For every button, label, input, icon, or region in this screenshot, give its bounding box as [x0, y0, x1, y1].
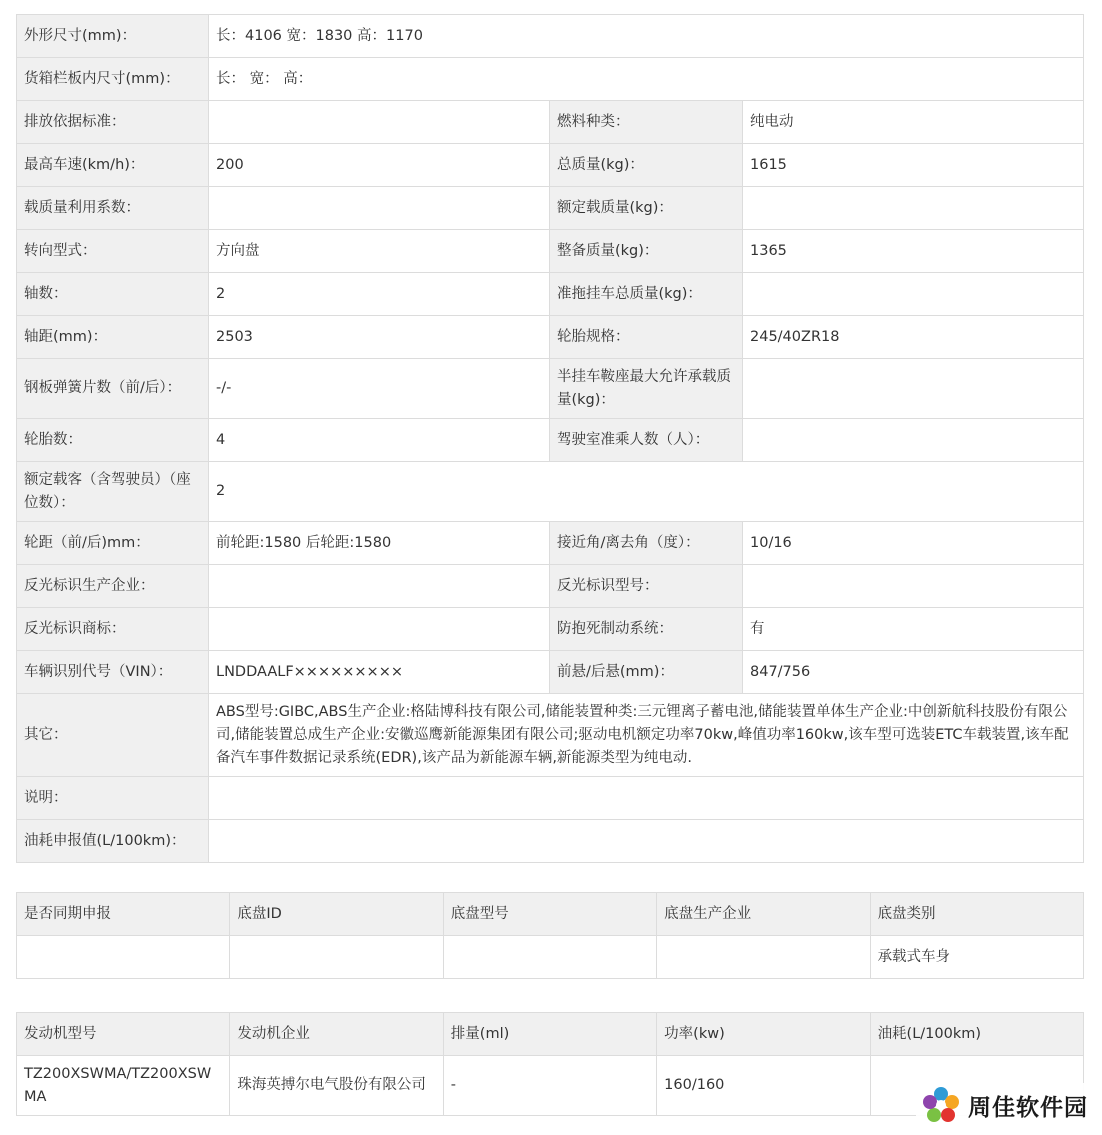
speed-label: 最高车速(km/h)：: [17, 144, 209, 187]
engine-displacement-cell: -: [443, 1056, 656, 1116]
vehicle-spec-table: [16, 14, 1084, 863]
spring-value: -/-: [209, 359, 550, 419]
spec-row-reflector: [17, 565, 1084, 608]
spec-row-emission: [17, 101, 1084, 144]
spec-row-load: [17, 187, 1084, 230]
abs-value: 有: [743, 608, 1084, 651]
chassis-header-model: 底盘型号: [443, 893, 656, 936]
chassis-header-maker: 底盘生产企业: [657, 893, 870, 936]
refl-mfr-value: [209, 565, 550, 608]
refl-brand-label: 反光标识商标：: [17, 608, 209, 651]
overhang-value: 847/756: [743, 651, 1084, 694]
fuel-cons-label: 油耗申报值(L/100km)：: [17, 820, 209, 863]
spec-row-wheelbase: [17, 316, 1084, 359]
spec-row-vin: [17, 651, 1084, 694]
emission-value: [209, 101, 550, 144]
total-mass-label: 总质量(kg)：: [550, 144, 743, 187]
engine-header-maker: 发动机企业: [230, 1013, 443, 1056]
trailer-label: 准拖挂车总质量(kg)：: [550, 273, 743, 316]
watermark-text: 周佳软件园: [968, 1094, 1088, 1121]
watermark-logo: [916, 1083, 1092, 1127]
chassis-header-type: 底盘类别: [870, 893, 1083, 936]
chassis-header-sync: 是否同期申报: [17, 893, 230, 936]
trailer-value: [743, 273, 1084, 316]
axles-value: 2: [209, 273, 550, 316]
steering-value: 方向盘: [209, 230, 550, 273]
rated-load-value: [743, 187, 1084, 230]
angle-value: 10/16: [743, 522, 1084, 565]
spec-row-speed: [17, 144, 1084, 187]
spec-row-track: [17, 522, 1084, 565]
tires-label: 轮胎数：: [17, 419, 209, 462]
chassis-type-cell: 承载式车身: [870, 936, 1083, 979]
spec-row-axles: [17, 273, 1084, 316]
curb-label: 整备质量(kg)：: [550, 230, 743, 273]
semi-label: 半挂车鞍座最大允许承载质量(kg)：: [550, 359, 743, 419]
steering-label: 转向型式：: [17, 230, 209, 273]
spec-row-spring: [17, 359, 1084, 419]
chassis-table: [16, 892, 1084, 979]
vin-value: LNDDAALF×××××××××: [209, 651, 550, 694]
engine-header-fuel: 油耗(L/100km): [870, 1013, 1083, 1056]
engine-header-power: 功率(kw): [657, 1013, 870, 1056]
load-coef-value: [209, 187, 550, 230]
tires-value: 4: [209, 419, 550, 462]
chassis-id-cell: [230, 936, 443, 979]
spring-label: 钢板弹簧片数（前/后）：: [17, 359, 209, 419]
engine-maker-cell: 珠海英搏尔电气股份有限公司: [230, 1056, 443, 1116]
load-coef-label: 载质量利用系数：: [17, 187, 209, 230]
refl-mfr-label: 反光标识生产企业：: [17, 565, 209, 608]
spec-row-note: [17, 777, 1084, 820]
engine-model-cell: TZ200XSWMA/TZ200XSWMA: [17, 1056, 230, 1116]
chassis-sync-cell: [17, 936, 230, 979]
track-label: 轮距（前/后)mm：: [17, 522, 209, 565]
tire-spec-label: 轮胎规格：: [550, 316, 743, 359]
total-mass-value: 1615: [743, 144, 1084, 187]
engine-header-row: [17, 1013, 1084, 1056]
wheelbase-label: 轴距(mm)：: [17, 316, 209, 359]
spec-row-dims: [17, 15, 1084, 58]
fuel-cons-value: [209, 820, 1084, 863]
cab-value: [743, 419, 1084, 462]
engine-header-displacement: 排量(ml): [443, 1013, 656, 1056]
cab-label: 驾驶室准乘人数（人）：: [550, 419, 743, 462]
emission-label: 排放依据标准：: [17, 101, 209, 144]
refl-model-label: 反光标识型号：: [550, 565, 743, 608]
tire-spec-value: 245/40ZR18: [743, 316, 1084, 359]
chassis-maker-cell: [657, 936, 870, 979]
semi-value: [743, 359, 1084, 419]
fuel-label: 燃料种类：: [550, 101, 743, 144]
spec-row-brand: [17, 608, 1084, 651]
rated-load-label: 额定载质量(kg)：: [550, 187, 743, 230]
other-label: 其它：: [17, 694, 209, 777]
spec-row-tires: [17, 419, 1084, 462]
chassis-data-row: [17, 936, 1084, 979]
spec-row-seats: [17, 462, 1084, 522]
overhang-label: 前悬/后悬(mm)：: [550, 651, 743, 694]
chassis-header-row: [17, 893, 1084, 936]
seats-label: 额定载客（含驾驶员）（座位数）：: [17, 462, 209, 522]
cargo-label: 货箱栏板内尺寸(mm)：: [17, 58, 209, 101]
other-value: ABS型号:GIBC,ABS生产企业:格陆博科技有限公司,储能装置种类:三元锂离子蓄电池,储能装置单体生产企业:中创新航科技股份有限公司,储能装置总成生产企业:安徽巡鹰新能源集团有限公司;驱动电机额定功率70kw,峰值功率160kw,该车型可选装ETC车载装置,该车配备汽车事件数据记录系统(EDR),该产品为新能源车辆,新能源类型为纯电动.: [209, 694, 1084, 777]
refl-model-value: [743, 565, 1084, 608]
fuel-value: 纯电动: [743, 101, 1084, 144]
chassis-model-cell: [443, 936, 656, 979]
track-value: 前轮距:1580 后轮距:1580: [209, 522, 550, 565]
dims-value: 长：4106 宽：1830 高：1170: [209, 15, 1084, 58]
engine-header-model: 发动机型号: [17, 1013, 230, 1056]
curb-value: 1365: [743, 230, 1084, 273]
spec-row-other: [17, 694, 1084, 777]
wheelbase-value: 2503: [209, 316, 550, 359]
note-value: [209, 777, 1084, 820]
spec-row-steering: [17, 230, 1084, 273]
vin-label: 车辆识别代号（VIN）：: [17, 651, 209, 694]
engine-power-cell: 160/160: [657, 1056, 870, 1116]
speed-value: 200: [209, 144, 550, 187]
dims-label: 外形尺寸(mm)：: [17, 15, 209, 58]
abs-label: 防抱死制动系统：: [550, 608, 743, 651]
flower-logo-icon: [920, 1084, 962, 1126]
angle-label: 接近角/离去角（度）：: [550, 522, 743, 565]
spec-row-cargo: [17, 58, 1084, 101]
chassis-header-id: 底盘ID: [230, 893, 443, 936]
refl-brand-value: [209, 608, 550, 651]
note-label: 说明：: [17, 777, 209, 820]
cargo-value: 长： 宽： 高：: [209, 58, 1084, 101]
spec-row-fuel-consumption: [17, 820, 1084, 863]
axles-label: 轴数：: [17, 273, 209, 316]
seats-value: 2: [209, 462, 1084, 522]
